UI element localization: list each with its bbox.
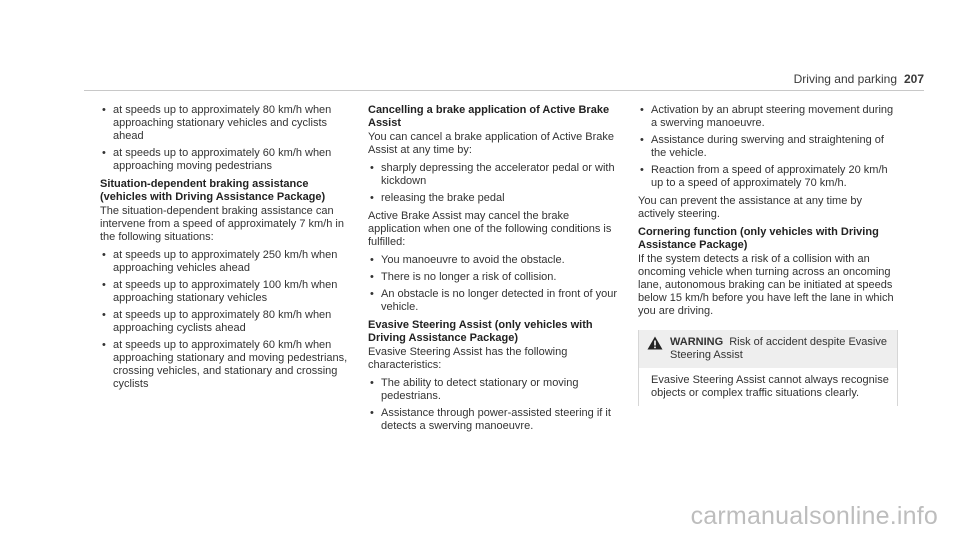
list-item: • at speeds up to approximately 80 km/h when approaching stationary vehicles and cyclists ahead xyxy=(102,104,332,142)
paragraph: Active Brake Assist may cancel the brake application when one of the following conditions is fulfilled: xyxy=(368,210,612,248)
section-heading: Evasive Steering Assist (only vehicles with Driving Assistance Package) xyxy=(368,319,593,344)
bullet: • xyxy=(102,339,106,351)
conditions-list xyxy=(368,254,624,314)
warning-body: Evasive Steering Assist cannot always recognise objects or complex traffic situations clearly. xyxy=(651,374,889,399)
paragraph: You can cancel a brake application of Active Brake Assist at any time by: xyxy=(368,131,615,156)
warning-triangle-icon xyxy=(647,336,663,350)
bullet: • xyxy=(102,147,106,159)
list-item: • at speeds up to approximately 100 km/h when approaching stationary vehicles xyxy=(102,279,338,304)
paragraph: If the system detects a risk of a collision with an oncoming vehicle when turning across an oncoming lane, autonomous braking can be initiated at speeds below 15 km/h before you have left the lane in which you are driving. xyxy=(638,253,894,317)
section-heading: Cancelling a brake application of Active Brake Assist xyxy=(368,104,610,129)
list-item: • at speeds up to approximately 60 km/h when approaching stationary and moving pedestrians, crossing vehicles, and stationary and crossing cyclists xyxy=(102,339,348,390)
paragraph: The situation-dependent braking assistance can intervene from a speed of approximately 7 km/h in the following situations: xyxy=(100,205,344,243)
bullet: • xyxy=(102,249,106,261)
watermark: carmanualsonline.info xyxy=(690,502,938,530)
bullet: • xyxy=(640,104,644,116)
list-item: • Activation by an abrupt steering movement during a swerving manoeuvre. xyxy=(640,104,894,129)
situation-list xyxy=(100,249,352,391)
activation-list xyxy=(638,104,898,190)
page-header xyxy=(0,0,960,90)
section-heading: Situation-dependent braking assistance (vehicles with Driving Assistance Package) xyxy=(100,178,326,203)
list-item: • Assistance during swerving and straightening of the vehicle. xyxy=(640,134,884,159)
list-item: • at speeds up to approximately 60 km/h when approaching moving pedestrians xyxy=(102,147,332,172)
bullet: • xyxy=(102,104,106,116)
warning-title: Risk of accident despite Evasive Steering Assist xyxy=(670,336,887,361)
column-2 xyxy=(368,104,624,438)
list-item: • releasing the brake pedal xyxy=(370,192,505,204)
list-item: • sharply depressing the accelerator pedal or with kickdown xyxy=(370,162,615,187)
bullet: • xyxy=(370,288,374,300)
section-heading: Cornering function (only vehicles with Driving Assistance Package) xyxy=(638,226,879,251)
list-item: • You manoeuvre to avoid the obstacle. xyxy=(370,254,565,266)
bullet: • xyxy=(370,192,374,204)
bullet: • xyxy=(370,407,374,419)
bullet: • xyxy=(370,271,374,283)
list-item: • Reaction from a speed of approximately 20 km/h up to a speed of approximately 70 km/h. xyxy=(640,164,888,189)
paragraph: You can prevent the assistance at any time by actively steering. xyxy=(638,195,863,220)
bullet: • xyxy=(370,254,374,266)
page-number: 207 xyxy=(903,72,924,86)
list-item: • at speeds up to approximately 250 km/h when approaching vehicles ahead xyxy=(102,249,338,274)
warning-label: WARNING xyxy=(670,336,724,348)
column-1 xyxy=(100,104,352,396)
header-rule xyxy=(84,90,924,91)
bullet: • xyxy=(102,309,106,321)
bullet: • xyxy=(102,279,106,291)
intro-list xyxy=(100,104,352,173)
list-item: • There is no longer a risk of collision. xyxy=(370,271,557,283)
list-item: • The ability to detect stationary or moving pedestrians. xyxy=(370,377,579,402)
bullet: • xyxy=(370,377,374,389)
cancel-list xyxy=(368,162,624,205)
bullet: • xyxy=(640,164,644,176)
characteristics-list xyxy=(368,377,624,433)
column-3 xyxy=(638,104,898,406)
list-item: • Assistance through power-assisted steering if it detects a swerving manoeuvre. xyxy=(370,407,611,432)
list-item: • An obstacle is no longer detected in front of your vehicle. xyxy=(370,288,618,313)
bullet: • xyxy=(370,162,374,174)
warning-header xyxy=(639,330,897,368)
paragraph: Evasive Steering Assist has the following characteristics: xyxy=(368,346,568,371)
section-title: Driving and parking xyxy=(793,72,897,86)
bullet: • xyxy=(640,134,644,146)
warning-box xyxy=(638,330,898,406)
list-item: • at speeds up to approximately 80 km/h when approaching cyclists ahead xyxy=(102,309,332,334)
